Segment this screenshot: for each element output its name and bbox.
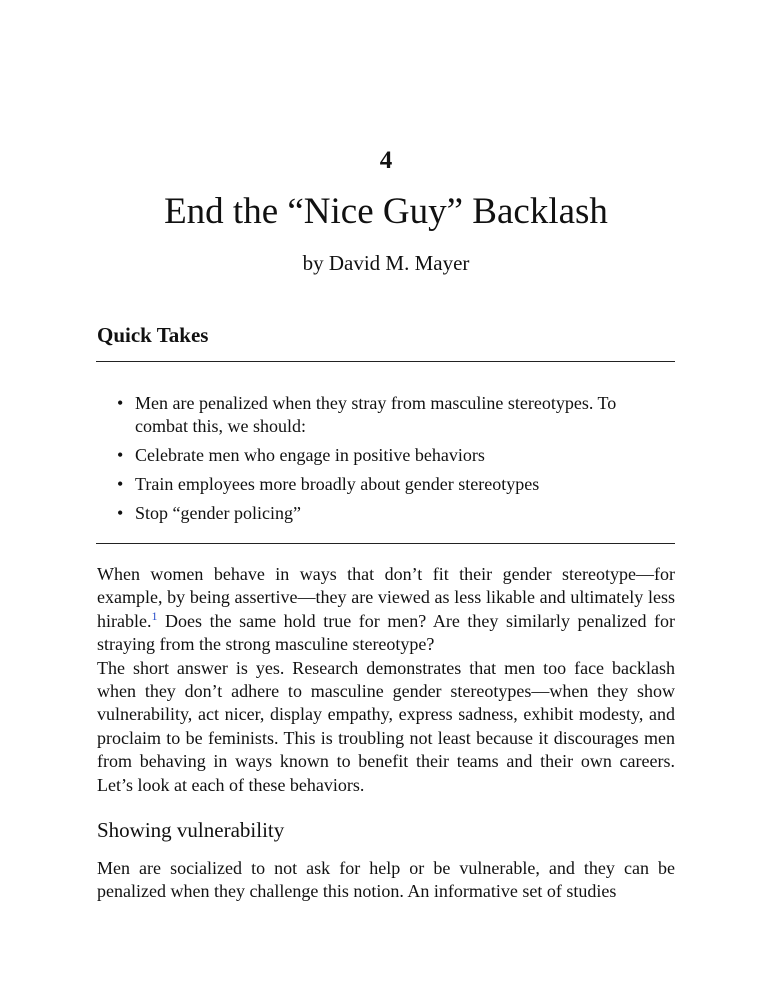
quick-takes-item-text: Celebrate men who engage in positive behaviors xyxy=(135,445,485,465)
bullet-icon: • xyxy=(117,474,124,494)
bullet-icon: • xyxy=(117,445,124,465)
body-paragraph xyxy=(97,563,675,657)
paragraph-text: Does the same hold true for men? Are they similarly penalized for straying from the strong masculine stereotype? xyxy=(97,610,675,655)
section-heading: Showing vulnerability xyxy=(97,818,285,842)
chapter-number: 4 xyxy=(379,147,393,174)
quick-takes-item-text: Train employees more broadly about gender stereotypes xyxy=(135,474,540,494)
body-paragraph: Men are socialized to not ask for help or be vulnerable, and they can be penalized when they challenge this notion. An informative set of studies xyxy=(97,858,675,902)
quick-takes-item xyxy=(117,444,655,467)
quick-takes-item-text: Men are penalized when they stray from masculine stereotypes. To combat this, we should: xyxy=(135,393,617,436)
quick-takes-bottom-divider xyxy=(96,543,675,544)
quick-takes-list xyxy=(117,392,655,531)
body-paragraphs xyxy=(97,563,675,797)
bullet-icon: • xyxy=(117,393,124,413)
bullet-icon: • xyxy=(117,503,124,523)
quick-takes-item-text: Stop “gender policing” xyxy=(135,503,301,523)
chapter-title: End the “Nice Guy” Backlash xyxy=(164,191,608,232)
body-paragraph: The short answer is yes. Research demonstrates that men too face backlash when they don’t adhere to masculine gender stereotypes—when they show vulnerability, act nicer, display empathy, express sadness, exhibit modesty, and proclaim to be feminists. This is troubling not least because it discourages men from behaving in ways known to benefit their teams and their own careers. Let’s look at each of these behaviors. xyxy=(97,657,675,795)
quick-takes-item xyxy=(117,473,655,496)
author-byline: by David M. Mayer xyxy=(302,251,470,275)
quick-takes-item xyxy=(117,392,655,438)
quick-takes-top-divider xyxy=(96,361,675,362)
quick-takes-heading: Quick Takes xyxy=(97,323,209,347)
quick-takes-item xyxy=(117,502,655,525)
footnote-reference-link[interactable]: 1 xyxy=(151,608,158,623)
paragraph-text: When women behave in ways that don’t fit their gender stereotype—for example, by being assertive—they are viewed as less likable and ultimately less hirable. xyxy=(97,564,675,631)
